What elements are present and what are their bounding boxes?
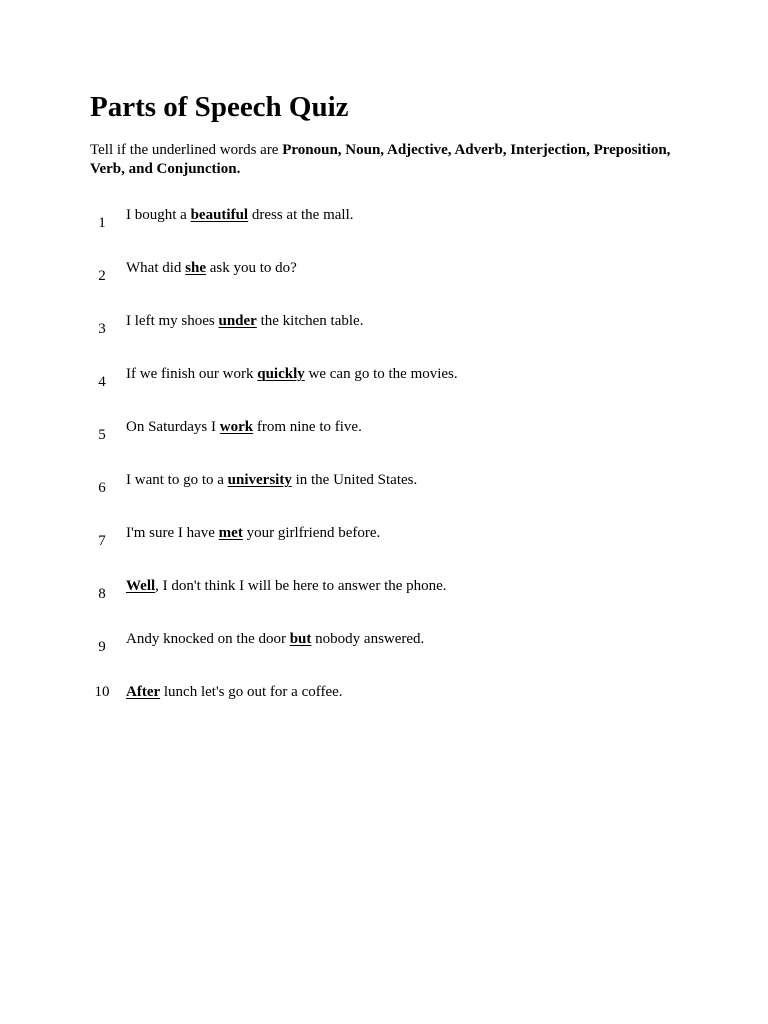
question-number: 10 [94,684,110,700]
question-item [0,630,768,660]
underlined-word: under [218,313,257,329]
underlined-word: met [218,525,243,541]
underlined-word: she [185,260,206,276]
question-text [126,206,353,225]
question-text-before: I'm sure I have [126,525,219,541]
question-text-before: What did [126,260,186,276]
question-text [126,683,343,702]
underlined-word: work [219,419,254,435]
underlined-word: but [289,631,312,647]
question-item [0,524,768,554]
question-text-before: I want to go to a [126,472,228,488]
question-item [0,577,768,607]
question-text [126,630,424,649]
question-text-after: ask you to do? [206,260,297,276]
underlined-word: Well [126,578,156,594]
question-text-before: On Saturdays I [126,419,220,435]
question-text-before: If we finish our work [126,366,258,382]
question-item [0,312,768,342]
page-title: Parts of Speech Quiz [90,91,349,123]
underlined-word: After [126,684,161,700]
question-text-after: , I don't think I will be here to answer the phone. [155,578,447,594]
underlined-word: quickly [257,366,305,382]
question-text-after: your girlfriend before. [242,525,381,541]
question-number: 7 [98,533,106,549]
question-item [0,259,768,289]
question-text [126,524,380,543]
question-text [126,312,363,331]
question-number: 6 [98,480,106,496]
instructions-parts-list: Pronoun, Noun, Adjective, Adverb, Interjection, Preposition, Verb, and Conjunction. [90,142,671,177]
question-item [0,471,768,501]
question-text-after: the kitchen table. [256,313,364,329]
question-item [0,206,768,236]
question-text [126,418,362,437]
question-text [126,471,417,490]
question-number: 2 [98,268,106,284]
question-text-before: I bought a [126,207,191,223]
question-text [126,577,447,596]
underlined-word: university [227,472,292,488]
question-text [126,259,297,278]
question-number: 4 [98,374,106,390]
question-item [0,365,768,395]
question-item [0,683,768,713]
question-text-after: we can go to the movies. [304,366,458,382]
question-text-after: dress at the mall. [248,207,354,223]
instructions-prefix: Tell if the underlined words are [90,142,283,158]
question-number: 9 [98,639,106,655]
question-text-after: in the United States. [291,472,418,488]
underlined-word: beautiful [190,207,249,223]
question-text-before: I left my shoes [126,313,219,329]
question-number: 1 [98,215,106,231]
question-number: 8 [98,586,106,602]
question-text-after: from nine to five. [253,419,362,435]
question-text-before: Andy knocked on the door [126,631,290,647]
question-number: 3 [98,321,106,337]
question-text-after: nobody answered. [311,631,425,647]
question-number: 5 [98,427,106,443]
question-text-after: lunch let's go out for a coffee. [160,684,343,700]
question-item [0,418,768,448]
question-text [126,365,458,384]
